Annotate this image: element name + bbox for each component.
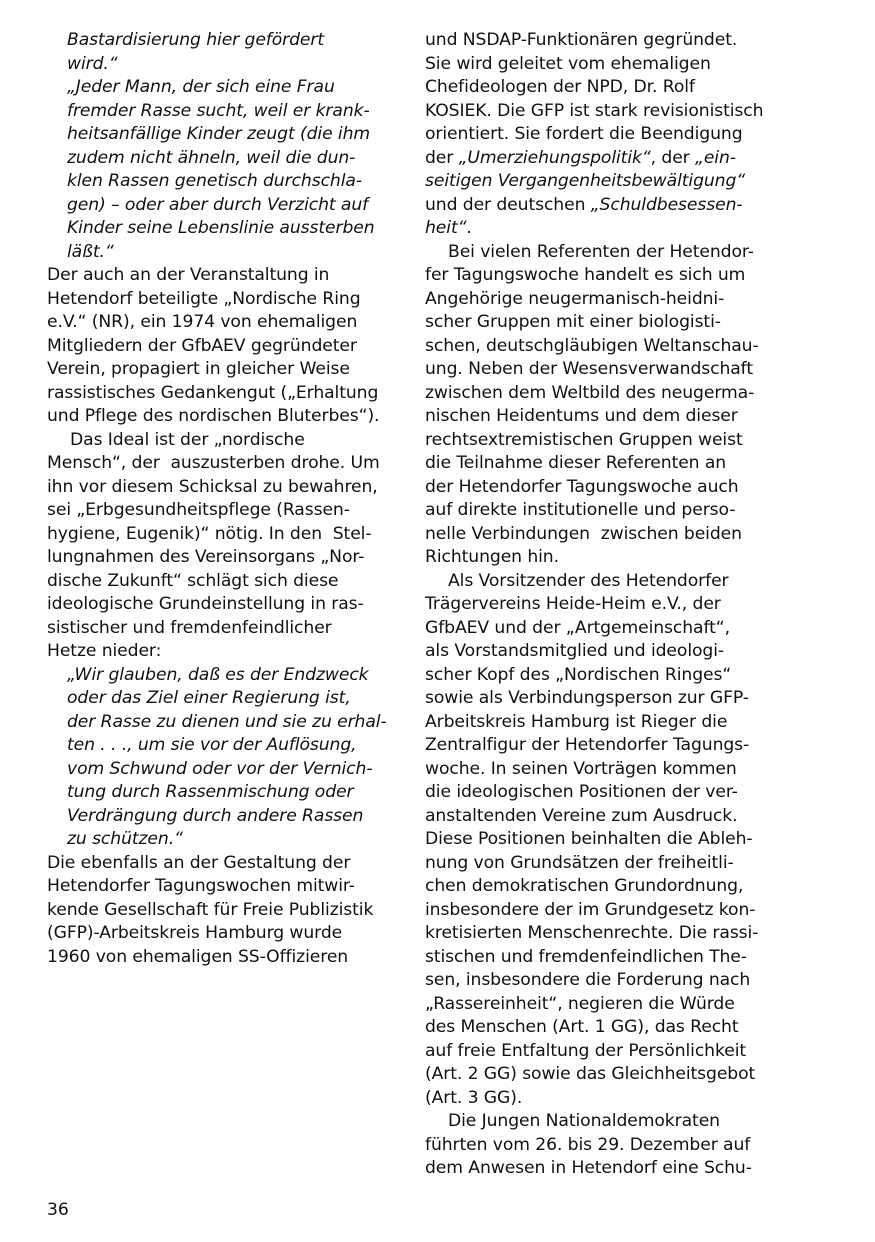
- text-line: die Teilnahme dieser Referenten an: [425, 453, 727, 473]
- text-segment: und der deutschen: [425, 194, 591, 215]
- text-line: Chefideologen der NPD, Dr. Rolf: [425, 77, 695, 97]
- italic-segment: „Schuldbesessen-: [590, 194, 743, 215]
- text-line: GfbAEV und der „Artgemeinschaft“,: [425, 617, 730, 638]
- text-line: sowie als Verbindungsperson zur GFP-: [425, 688, 749, 708]
- text-segment: der: [425, 147, 459, 168]
- text-line: ten . . ., um sie vor der Auflösung,: [67, 735, 357, 755]
- text-line: (GFP)-Arbeitskreis Hamburg wurde: [47, 923, 343, 943]
- text-line: [425, 147, 770, 171]
- text-line: vom Schwund oder vor der Vernich-: [67, 758, 373, 779]
- text-line: gen) – oder aber durch Verzicht auf: [67, 194, 369, 215]
- text-line: insbesondere der im Grundgesetz kon-: [425, 899, 756, 920]
- text-line: wird.“: [67, 53, 118, 74]
- text-line: führten vom 26. bis 29. Dezember auf: [425, 1134, 751, 1155]
- text-line: und Pflege des nordischen Bluterbes“).: [47, 406, 380, 426]
- text-line: Verdrängung durch andere Rassen: [67, 805, 364, 826]
- text-line: Verein, propagiert in gleicher Weise: [47, 359, 350, 379]
- text-line: läßt.“: [67, 241, 114, 262]
- text-line: auf freie Entfaltung der Persönlichkeit: [425, 1040, 747, 1061]
- text-line: Die Jungen Nationaldemokraten: [448, 1111, 720, 1131]
- text-line: (Art. 3 GG).: [425, 1087, 523, 1108]
- text-line: lungnahmen des Vereinsorgans „Nor-: [47, 547, 365, 567]
- text-line: der Hetendorfer Tagungswoche auch: [425, 476, 739, 497]
- text-line: oder das Ziel einer Regierung ist,: [67, 688, 351, 708]
- text-line: Hetze nieder:: [47, 641, 162, 661]
- text-line: sistischer und fremdenfeindlicher: [47, 617, 332, 638]
- left-column: [47, 29, 392, 969]
- text-line: zwischen dem Weltbild des neugerma-: [425, 382, 755, 403]
- text-line: 1960 von ehemaligen SS-Offizieren: [47, 946, 349, 967]
- text-line: die ideologischen Positionen der ver-: [425, 782, 738, 802]
- text-line: Sie wird geleitet vom ehemaligen: [425, 53, 711, 74]
- italic-segment: „ein-: [695, 147, 736, 168]
- text-line: sei „Erbgesundheitspflege (Rassen-: [47, 500, 350, 520]
- text-line: heitsanfällige Kinder zeugt (die ihm: [67, 124, 371, 144]
- right-column: [425, 29, 770, 1181]
- text-line: [425, 217, 770, 241]
- text-line: ihn vor diesem Schicksal zu bewahren,: [47, 476, 378, 497]
- text-segment: , der: [650, 147, 696, 168]
- text-line: klen Rassen genetisch durchschla-: [67, 171, 362, 191]
- text-line: auf direkte institutionelle und perso-: [425, 500, 736, 520]
- text-line: zu schützen.“: [67, 829, 183, 849]
- text-line: dem Anwesen in Hetendorf eine Schu-: [425, 1158, 752, 1178]
- italic-segment: „Umerziehungspolitik“: [458, 147, 651, 168]
- text-line: dische Zukunft“ schlägt sich diese: [47, 570, 339, 591]
- text-line: orientiert. Sie fordert die Beendigung: [425, 124, 743, 144]
- text-line: anstaltenden Vereine zum Ausdruck.: [425, 805, 738, 826]
- text-line: Der auch an der Veranstaltung in: [47, 265, 330, 285]
- text-line: Mitgliedern der GfbAEV gegründeter: [47, 335, 357, 356]
- text-line: Bei vielen Referenten der Hetendor-: [448, 241, 754, 262]
- text-line: sen, insbesondere die Forderung nach: [425, 970, 751, 990]
- text-line: (Art. 2 GG) sowie das Gleichheitsgebot: [425, 1064, 756, 1084]
- text-line: „Rassereinheit“, negieren die Würde: [425, 993, 735, 1014]
- text-line: Trägervereins Heide-Heim e.V., der: [425, 594, 721, 614]
- text-line: „Wir glauben, daß es der Endzweck: [67, 664, 369, 685]
- text-line: woche. In seinen Vorträgen kommen: [425, 758, 737, 779]
- text-line: [425, 170, 770, 194]
- text-line: nischen Heidentums und dem dieser: [425, 406, 738, 426]
- page-number: 36: [47, 1200, 69, 1220]
- text-line: des Menschen (Art. 1 GG), das Recht: [425, 1017, 739, 1037]
- text-line: scher Gruppen mit einer biologisti-: [425, 312, 721, 332]
- text-line: scher Kopf des „Nordischen Ringes“: [425, 664, 732, 685]
- text-line: rechtsextremistischen Gruppen weist: [425, 429, 743, 450]
- text-line: Kinder seine Lebenslinie aussterben: [67, 218, 375, 238]
- text-line: Angehörige neugermanisch-heidni-: [425, 288, 725, 309]
- text-line: Mensch“, der auszusterben drohe. Um: [47, 453, 380, 473]
- text-line: als Vorstandsmitglied und ideologi-: [425, 641, 724, 661]
- text-line: Das Ideal ist der „nordische: [70, 429, 305, 450]
- text-line: Arbeitskreis Hamburg ist Rieger die: [425, 711, 728, 732]
- text-line: nung von Grundsätzen der freiheitli-: [425, 852, 734, 873]
- text-line: schen, deutschgläubigen Weltanschau-: [425, 335, 759, 356]
- text-line: kende Gesellschaft für Freie Publizistik: [47, 899, 374, 920]
- text-line: Die ebenfalls an der Gestaltung der: [47, 852, 351, 873]
- text-line: ung. Neben der Wesensverwandschaft: [425, 359, 753, 379]
- text-line: Bastardisierung hier gefördert: [67, 30, 325, 50]
- text-line: Diese Positionen beinhalten die Ableh-: [425, 829, 753, 849]
- text-line: Hetendorf beteiligte „Nordische Ring: [47, 288, 361, 309]
- text-line: Zentralfigur der Hetendorfer Tagungs-: [425, 735, 750, 755]
- text-line: „Jeder Mann, der sich eine Frau: [67, 77, 335, 97]
- text-line: fremder Rasse sucht, weil er krank-: [67, 100, 370, 121]
- text-line: [425, 194, 770, 218]
- text-line: Richtungen hin.: [425, 547, 559, 567]
- text-line: Als Vorsitzender des Hetendorfer: [448, 570, 729, 591]
- text-line: stischen und fremdenfeindlichen The-: [425, 946, 747, 967]
- italic-segment: seitigen Vergangenheitsbewältigung“: [425, 171, 746, 191]
- text-line: chen demokratischen Grundordnung,: [425, 876, 744, 896]
- text-line: hygiene, Eugenik)“ nötig. In den Stel-: [47, 523, 372, 544]
- text-line: rassistisches Gedankengut („Erhaltung: [47, 382, 379, 403]
- text-line: KOSIEK. Die GFP ist stark revisionistisch: [425, 100, 764, 121]
- text-line: nelle Verbindungen zwischen beiden: [425, 523, 742, 544]
- text-line: Hetendorfer Tagungswochen mitwir-: [47, 876, 355, 896]
- text-line: und NSDAP-Funktionären gegründet.: [425, 30, 738, 50]
- text-line: ideologische Grundeinstellung in ras-: [47, 594, 364, 614]
- text-segment: .: [466, 218, 472, 238]
- text-line: e.V.“ (NR), ein 1974 von ehemaligen: [47, 312, 358, 332]
- italic-segment: heit“: [425, 218, 467, 238]
- text-line: zudem nicht ähneln, weil die dun-: [67, 147, 356, 168]
- text-line: kretisierten Menschenrechte. Die rassi-: [425, 923, 759, 943]
- text-line: der Rasse zu dienen und sie zu erhal-: [67, 711, 387, 732]
- text-line: tung durch Rassenmischung oder: [67, 782, 354, 802]
- text-line: fer Tagungswoche handelt es sich um: [425, 265, 746, 285]
